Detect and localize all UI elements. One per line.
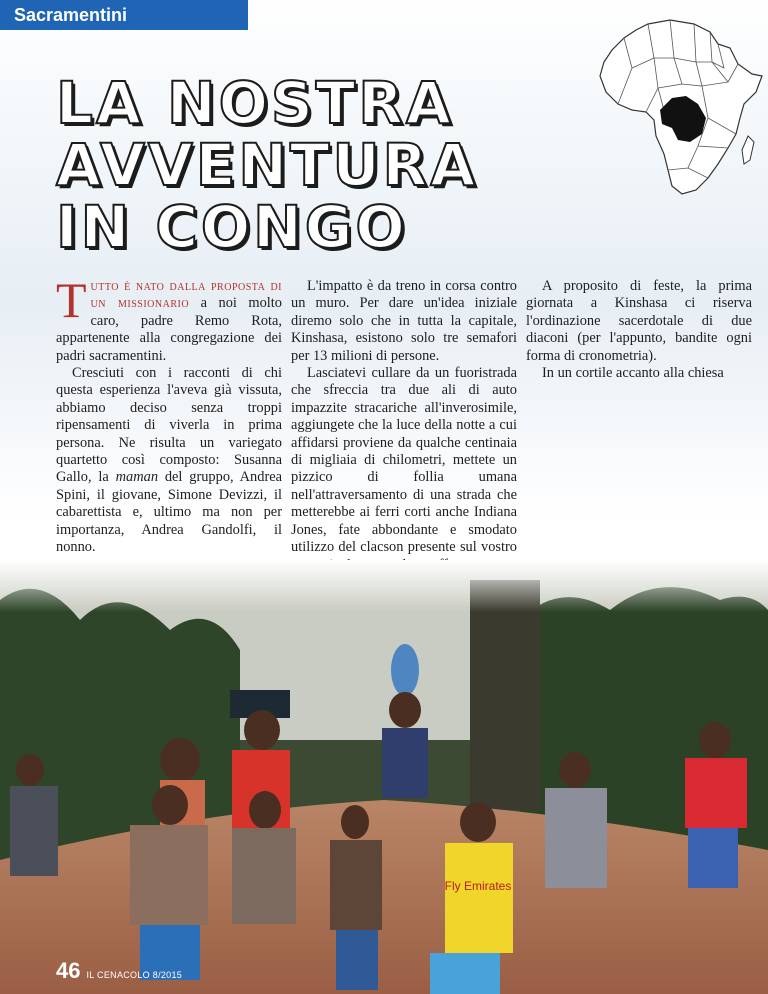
section-tab[interactable]: Sacramentini xyxy=(0,0,248,30)
publication-name: IL CENACOLO 8/2015 xyxy=(86,970,183,980)
paragraph: Cresciuti con i racconti di chi questa esperienza l'aveva già vissuta, abbiamo deciso senza troppi ripensamenti di viverla in prima persona. Ne risulta un variegato quartetto così composto: Susanna Gallo, la maman del gruppo, Andrea Spini, il giovane, Simone Devizzi, il cabarettista e, ultimo ma non per importanza, Andrea Gandolfi, il nonno. xyxy=(56,365,283,556)
lead-in: utto è nato dalla proposta di un missionario xyxy=(90,278,282,312)
paragraph: A proposito di feste, la prima giornata a Kinshasa ci riserva l'ordinazione sacerdotale di due diaconi (per l'appunto, bandite ogni forma di cronometria). xyxy=(526,278,752,364)
paragraph: In un cortile accanto alla chiesa xyxy=(542,365,724,382)
text-column-3 xyxy=(526,278,752,382)
madagascar xyxy=(742,136,754,164)
intro-text: a noi molto caro, padre Remo Rota, appartenente alla congregazione dei padri sacramentini. xyxy=(56,295,282,364)
page-footer xyxy=(56,958,182,984)
paragraph-intro xyxy=(56,272,282,365)
group-photo xyxy=(0,560,768,994)
drop-cap: T xyxy=(56,272,87,328)
page-number: 46 xyxy=(56,958,81,983)
title-line-1: LA NOSTRA xyxy=(56,69,454,137)
africa-map-icon xyxy=(598,18,764,196)
paragraph: Lasciatevi cullare da un fuoristrada che sfreccia tra due ali di auto impazzite stracariche all'inverosimile, aggiungete che la luce della notte a cui affidarsi proviene da qualche centinaia di migliaia di chilometri, mettete un pizzico di follia umana nell'attraversamento di una strada che metterebbe ai ferri corti anche Indiana Jones, fate abbondante e smodato utilizzo del clacson presente sul vostro xyxy=(291,365,517,556)
paragraph: L'impatto è da treno in corsa contro un muro. Per dare un'idea iniziale diremo solo che in tutta la capitale, Kinshasa, esistono solo tre semafori per 13 milioni di persone. xyxy=(291,278,517,364)
title-line-3: IN CONGO xyxy=(56,193,408,261)
title-line-2: AVVENTURA xyxy=(56,131,479,199)
article-title xyxy=(56,69,479,261)
italic-word: maman xyxy=(115,469,159,486)
